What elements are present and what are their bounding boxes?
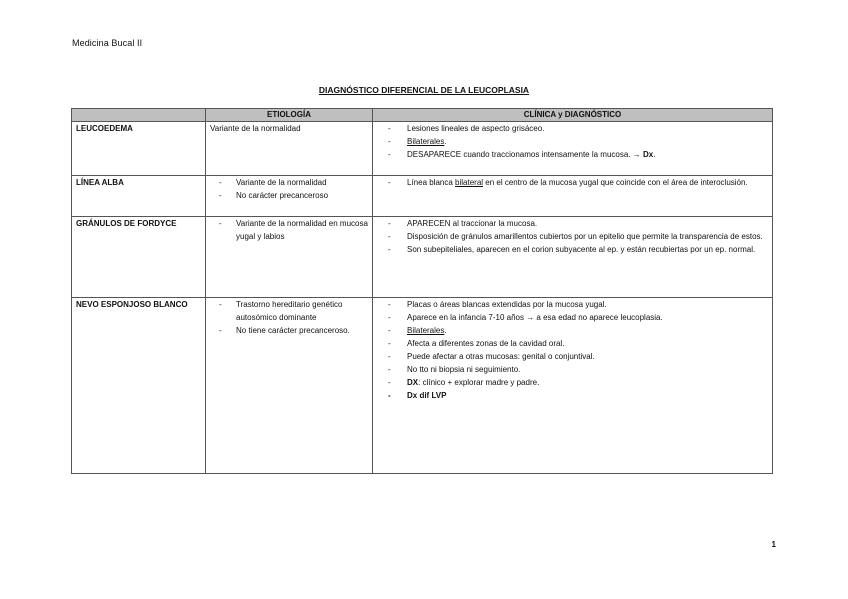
list-item: - No tto ni biopsia ni seguimiento.: [377, 363, 768, 376]
row-name: LEUCOEDEMA: [72, 122, 206, 176]
etiology-cell: [206, 176, 373, 217]
list-item: - Trastorno hereditario genético autosómico dominante: [210, 298, 368, 324]
clinic-cell: [373, 122, 773, 176]
clinic-cell: [373, 176, 773, 217]
list-item: - DX: clínico + explorar madre y padre.: [377, 376, 768, 389]
clinic-cell: [373, 298, 773, 474]
list-item: - Puede afectar a otras mucosas: genital o conjuntival.: [377, 350, 768, 363]
page-title: DIAGNÓSTICO DIFERENCIAL DE LA LEUCOPLASIA: [318, 85, 530, 95]
list-item: - Variante de la normalidad: [210, 176, 368, 189]
list-item: - Lesiones lineales de aspecto grisáceo.: [377, 122, 768, 135]
list-item: - Son subepiteliales, aparecen en el corion subyacente al ep. y están recubiertas por un ep. normal.: [377, 243, 768, 256]
list-item: - Aparece en la infancia 7-10 años → a esa edad no aparece leucoplasia.: [377, 311, 768, 324]
list-item: - Variante de la normalidad en mucosa yugal y labios: [210, 217, 368, 243]
row-name: GRÁNULOS DE FORDYCE: [72, 217, 206, 298]
list-item: - APARECEN al traccionar la mucosa.: [377, 217, 768, 230]
list-item: - Disposición de gránulos amarillentos cubiertos por un epitelio que permite la transparencia de estos.: [377, 230, 768, 243]
table-header-row: [72, 109, 773, 122]
etiology-cell: [206, 122, 373, 176]
table-row: [72, 298, 773, 474]
header-empty: [72, 109, 206, 122]
list-item: - Dx dif LVP: [377, 389, 768, 402]
list-item: - Placas o áreas blancas extendidas por la mucosa yugal.: [377, 298, 768, 311]
list-item: - Bilaterales.: [377, 135, 768, 148]
list-item: - No carácter precanceroso: [210, 189, 368, 202]
list-item: - No tiene carácter precanceroso.: [210, 324, 368, 337]
list-item: - Bilaterales.: [377, 324, 768, 337]
row-name: NEVO ESPONJOSO BLANCO: [72, 298, 206, 474]
differential-diagnosis-table: [71, 108, 773, 474]
list-item: - DESAPARECE cuando traccionamos intensamente la mucosa. → Dx.: [377, 148, 768, 161]
etiology-text: Variante de la normalidad: [210, 124, 301, 133]
list-item: - Afecta a diferentes zonas de la cavidad oral.: [377, 337, 768, 350]
header-clinic-diagnosis: CLÍNICA y DIAGNÓSTICO: [373, 109, 773, 122]
header-etiology: ETIOLOGÍA: [206, 109, 373, 122]
table-row: [72, 176, 773, 217]
list-item: - Línea blanca bilateral en el centro de la mucosa yugal que coincide con el área de interoclusión.: [377, 176, 768, 189]
document-header: Medicina Bucal II: [72, 38, 143, 48]
etiology-cell: [206, 217, 373, 298]
table-row: [72, 217, 773, 298]
page-number: 1: [771, 540, 776, 549]
etiology-cell: [206, 298, 373, 474]
table-row: [72, 122, 773, 176]
clinic-cell: [373, 217, 773, 298]
row-name: LÍNEA ALBA: [72, 176, 206, 217]
